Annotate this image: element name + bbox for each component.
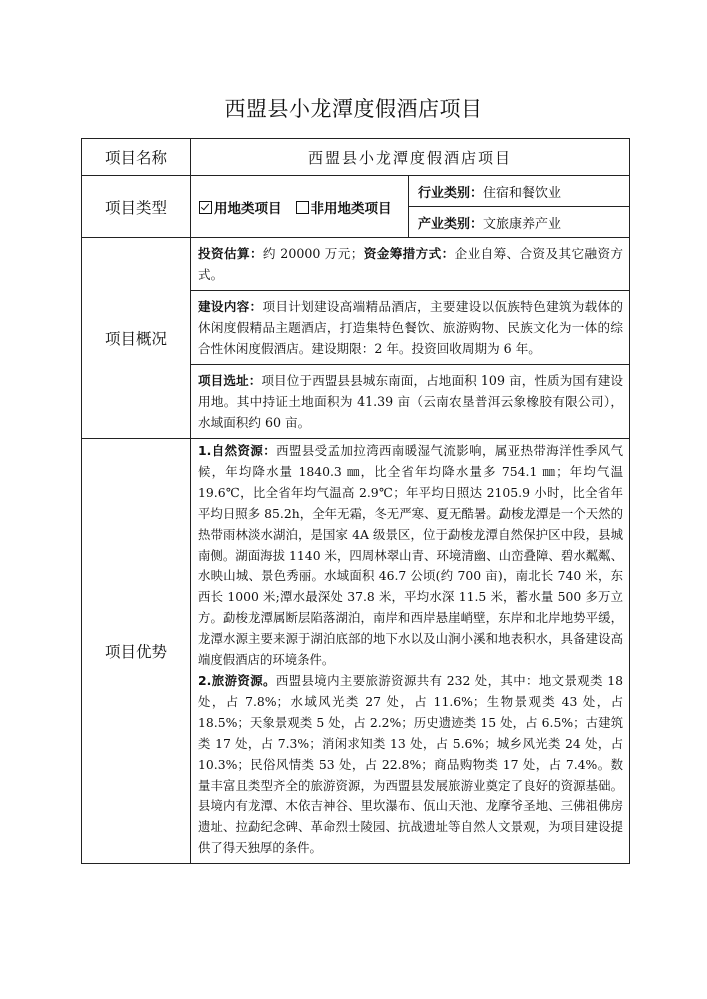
project-type-options	[191, 176, 409, 238]
advantage-label: 项目优势	[82, 439, 191, 864]
investment-estimate: 投资估算：约 20000 万元；资金筹措方式：企业自筹、合资及其它融资方式。	[191, 238, 630, 291]
row-project-name	[82, 139, 630, 176]
industry-category	[409, 176, 630, 207]
overview-label: 项目概况	[82, 238, 191, 439]
checkbox-checked-icon[interactable]	[199, 201, 212, 214]
project-location: 项目选址：项目位于西盟县县城东南面，占地面积 109 亩，性质为国有建设用地。其中持证土地面积为 41.39 亩（云南农垦普洱云象橡胶有限公司），水域面积约 60 亩。	[191, 365, 630, 439]
sector-value: 文旅康养产业	[483, 216, 562, 232]
page-title: 西盟县小龙潭度假酒店项目	[224, 97, 483, 121]
advantage-content	[191, 439, 630, 864]
row-overview-investment	[82, 238, 630, 291]
sector-label: 产业类别：	[418, 216, 484, 232]
construction-content: 建设内容：项目计划建设高端精品酒店，主要建设以佤族特色建筑为载体的休闲度假精品主题酒店，打造集特色餐饮、旅游购物、民族文化为一体的综合性休闲度假酒店。建设期限：2 年。投资回收周期为 6 年。	[191, 291, 630, 365]
natural-resources-paragraph: 1.自然资源：西盟县受孟加拉湾西南暖湿气流影响，属亚热带海洋性季风气候，年均降水量 1840.3 ㎜，比全省年均降水量多 754.1 ㎜；年均气温 19.6℃，比全省年均气温高 2.9℃；年平均日照达 2105.9 小时，比全省年平均日照多 85.2h，全年无霜，冬无严寒、夏无酷暑。勐梭龙潭是一个天然的热带雨林淡水湖泊，是国家 4A 级景区，位于勐梭龙潭自然保护区中段，县城南侧。湖面海拔 1140 米，四周林翠山青、环境清幽、山峦叠障、碧水粼粼、水映山城、景色秀丽。水域面积 46.7 公顷(约 700 亩)，南北长 740 米，东西长 1000 米;潭水最深处 37.8 米，平均水深 11.5 米，蓄水量 500 多万立方。勐梭龙潭属断层陷落湖泊，南岸和西岸悬崖峭壁，东岸和北岸地势平缓，龙潭水源主要来源于湖泊底部的地下水以及山涧小溪和地表积水，具备建设高端度假酒店的环境条件。	[198, 443, 624, 668]
tourism-resources-paragraph: 2.旅游资源。西盟县境内主要旅游资源共有 232 处，其中：地文景观类 18 处，占 7.8%；水域风光类 27 处，占 11.6%；生物景观类 43 处，占 18.5%；天象景观类 5 处，占 2.2%；历史遗迹类 15 处，占 6.5%；古建筑类 17 处，占 7.3%；消闲求知类 13 处，占 5.6%；城乡风光类 24 处，占 10.3%；民俗风情类 53 处，占 22.8%；商品购物类 17 处，占 7.4%。数量丰富且类型齐全的旅游资源，为西盟县发展旅游业奠定了良好的资源基础。县境内有龙潭、木依吉神谷、里坎瀑布、佤山天池、龙摩爷圣地、三佛祖佛房遗址、拉勐纪念碑、革命烈士陵园、抗战遗址等自然人文景观，为项目建设提供了得天独厚的条件。	[198, 672, 624, 856]
non-land-use-option[interactable]: 非用地类项目	[296, 201, 392, 217]
row-project-type-1	[82, 176, 630, 207]
project-type-label: 项目类型	[82, 176, 191, 238]
project-name-label: 项目名称	[82, 139, 191, 176]
land-use-option[interactable]: 用地类项目	[199, 201, 282, 217]
checkbox-unchecked-icon[interactable]	[296, 201, 309, 214]
project-table	[81, 138, 629, 864]
row-advantages	[82, 439, 630, 864]
sector-category	[409, 207, 630, 238]
industry-value: 住宿和餐饮业	[483, 185, 562, 201]
project-name-value: 西盟县小龙潭度假酒店项目	[191, 139, 630, 176]
industry-label: 行业类别：	[418, 185, 484, 201]
